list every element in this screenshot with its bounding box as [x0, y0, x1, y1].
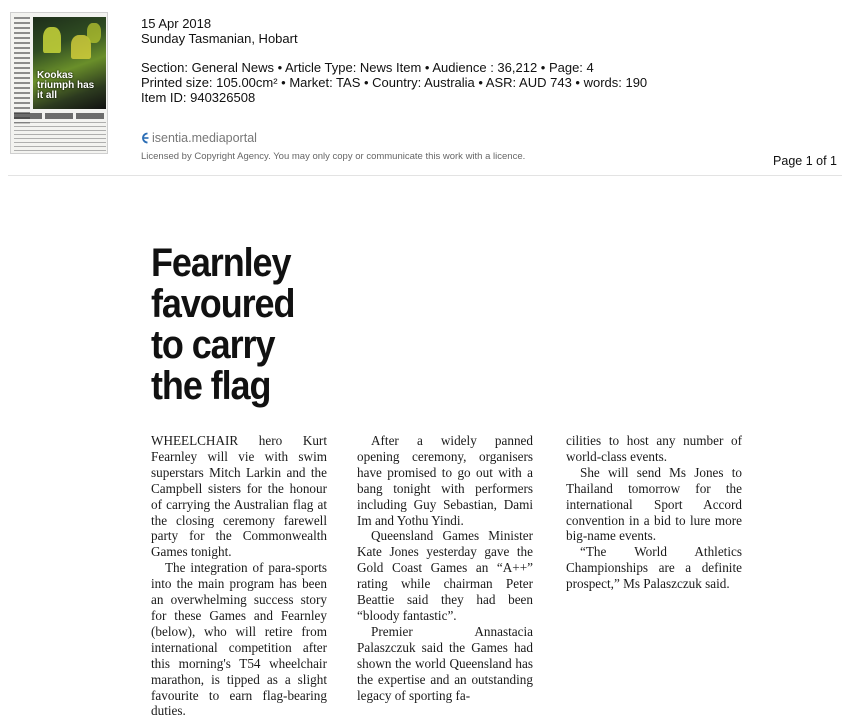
paragraph: cilities to host any number of world-class events.: [566, 433, 742, 464]
thumbnail-headline: Kookas triumph has it all: [37, 70, 95, 101]
article-column-3: [566, 433, 742, 592]
paragraph: Premier Annastacia Palaszczuk said the Games had shown the world Queensland has the expertise and an outstanding legacy of sporting fa-: [357, 623, 533, 703]
clip-details-line-1: Section: General News • Article Type: News Item • Audience : 36,212 • Page: 4: [141, 60, 594, 75]
isentia-logo: [141, 131, 257, 145]
clip-date: 15 Apr 2018: [141, 16, 212, 31]
clip-publication: Sunday Tasmanian, Hobart: [141, 31, 298, 46]
paragraph: She will send Ms Jones to Thailand tomorrow for the international Sport Accord convention in a bid to lure more big-name events.: [566, 464, 742, 544]
paragraph: “The World Athletics Championships are a definite prospect,” Ms Palaszczuk said.: [566, 544, 742, 592]
header-divider: [8, 175, 842, 176]
thumbnail-strip: [14, 113, 106, 119]
article-column-2: [357, 433, 533, 703]
paragraph: The integration of para-sports into the main program has been an overwhelming success story for these Games and Fearnley (below), who will retire from international competition after this morning's T54 wheelchair marathon, is tipped as a slight favourite to earn flag-bearing duties.: [151, 560, 327, 719]
thumbnail-body-lines: [14, 122, 106, 152]
isentia-logo-icon: [141, 132, 150, 144]
page-number: Page 1 of 1: [773, 154, 837, 168]
logo-text: isentia.mediaportal: [152, 131, 257, 145]
thumbnail-text-column: [14, 17, 30, 127]
article-headline: Fearnley favoured to carry the flag: [151, 241, 295, 408]
front-page-thumbnail: [10, 12, 108, 154]
article-column-1: [151, 433, 327, 719]
paragraph: WHEELCHAIR hero Kurt Fearnley will vie with swim superstars Mitch Larkin and the Campbell sisters for the honour of carrying the Australian flag at the closing ceremony farewell party for the Commonwealth Games tonight.: [151, 433, 327, 560]
clip-item-id: Item ID: 940326508: [141, 90, 256, 105]
paragraph: Queensland Games Minister Kate Jones yesterday gave the Gold Coast Games an “A++” rating while chairman Peter Beattie said they had been “bloody fantastic”.: [357, 528, 533, 623]
clip-details-line-2: Printed size: 105.00cm² • Market: TAS • Country: Australia • ASR: AUD 743 • words: 190: [141, 75, 648, 90]
license-notice: Licensed by Copyright Agency. You may only copy or communicate this work with a licence.: [141, 151, 526, 162]
paragraph: After a widely panned opening ceremony, organisers have promised to go out with a bang tonight with performers including Guy Sebastian, Dami Im and Yothu Yindi.: [357, 433, 533, 528]
clip-metadata: [141, 16, 647, 105]
